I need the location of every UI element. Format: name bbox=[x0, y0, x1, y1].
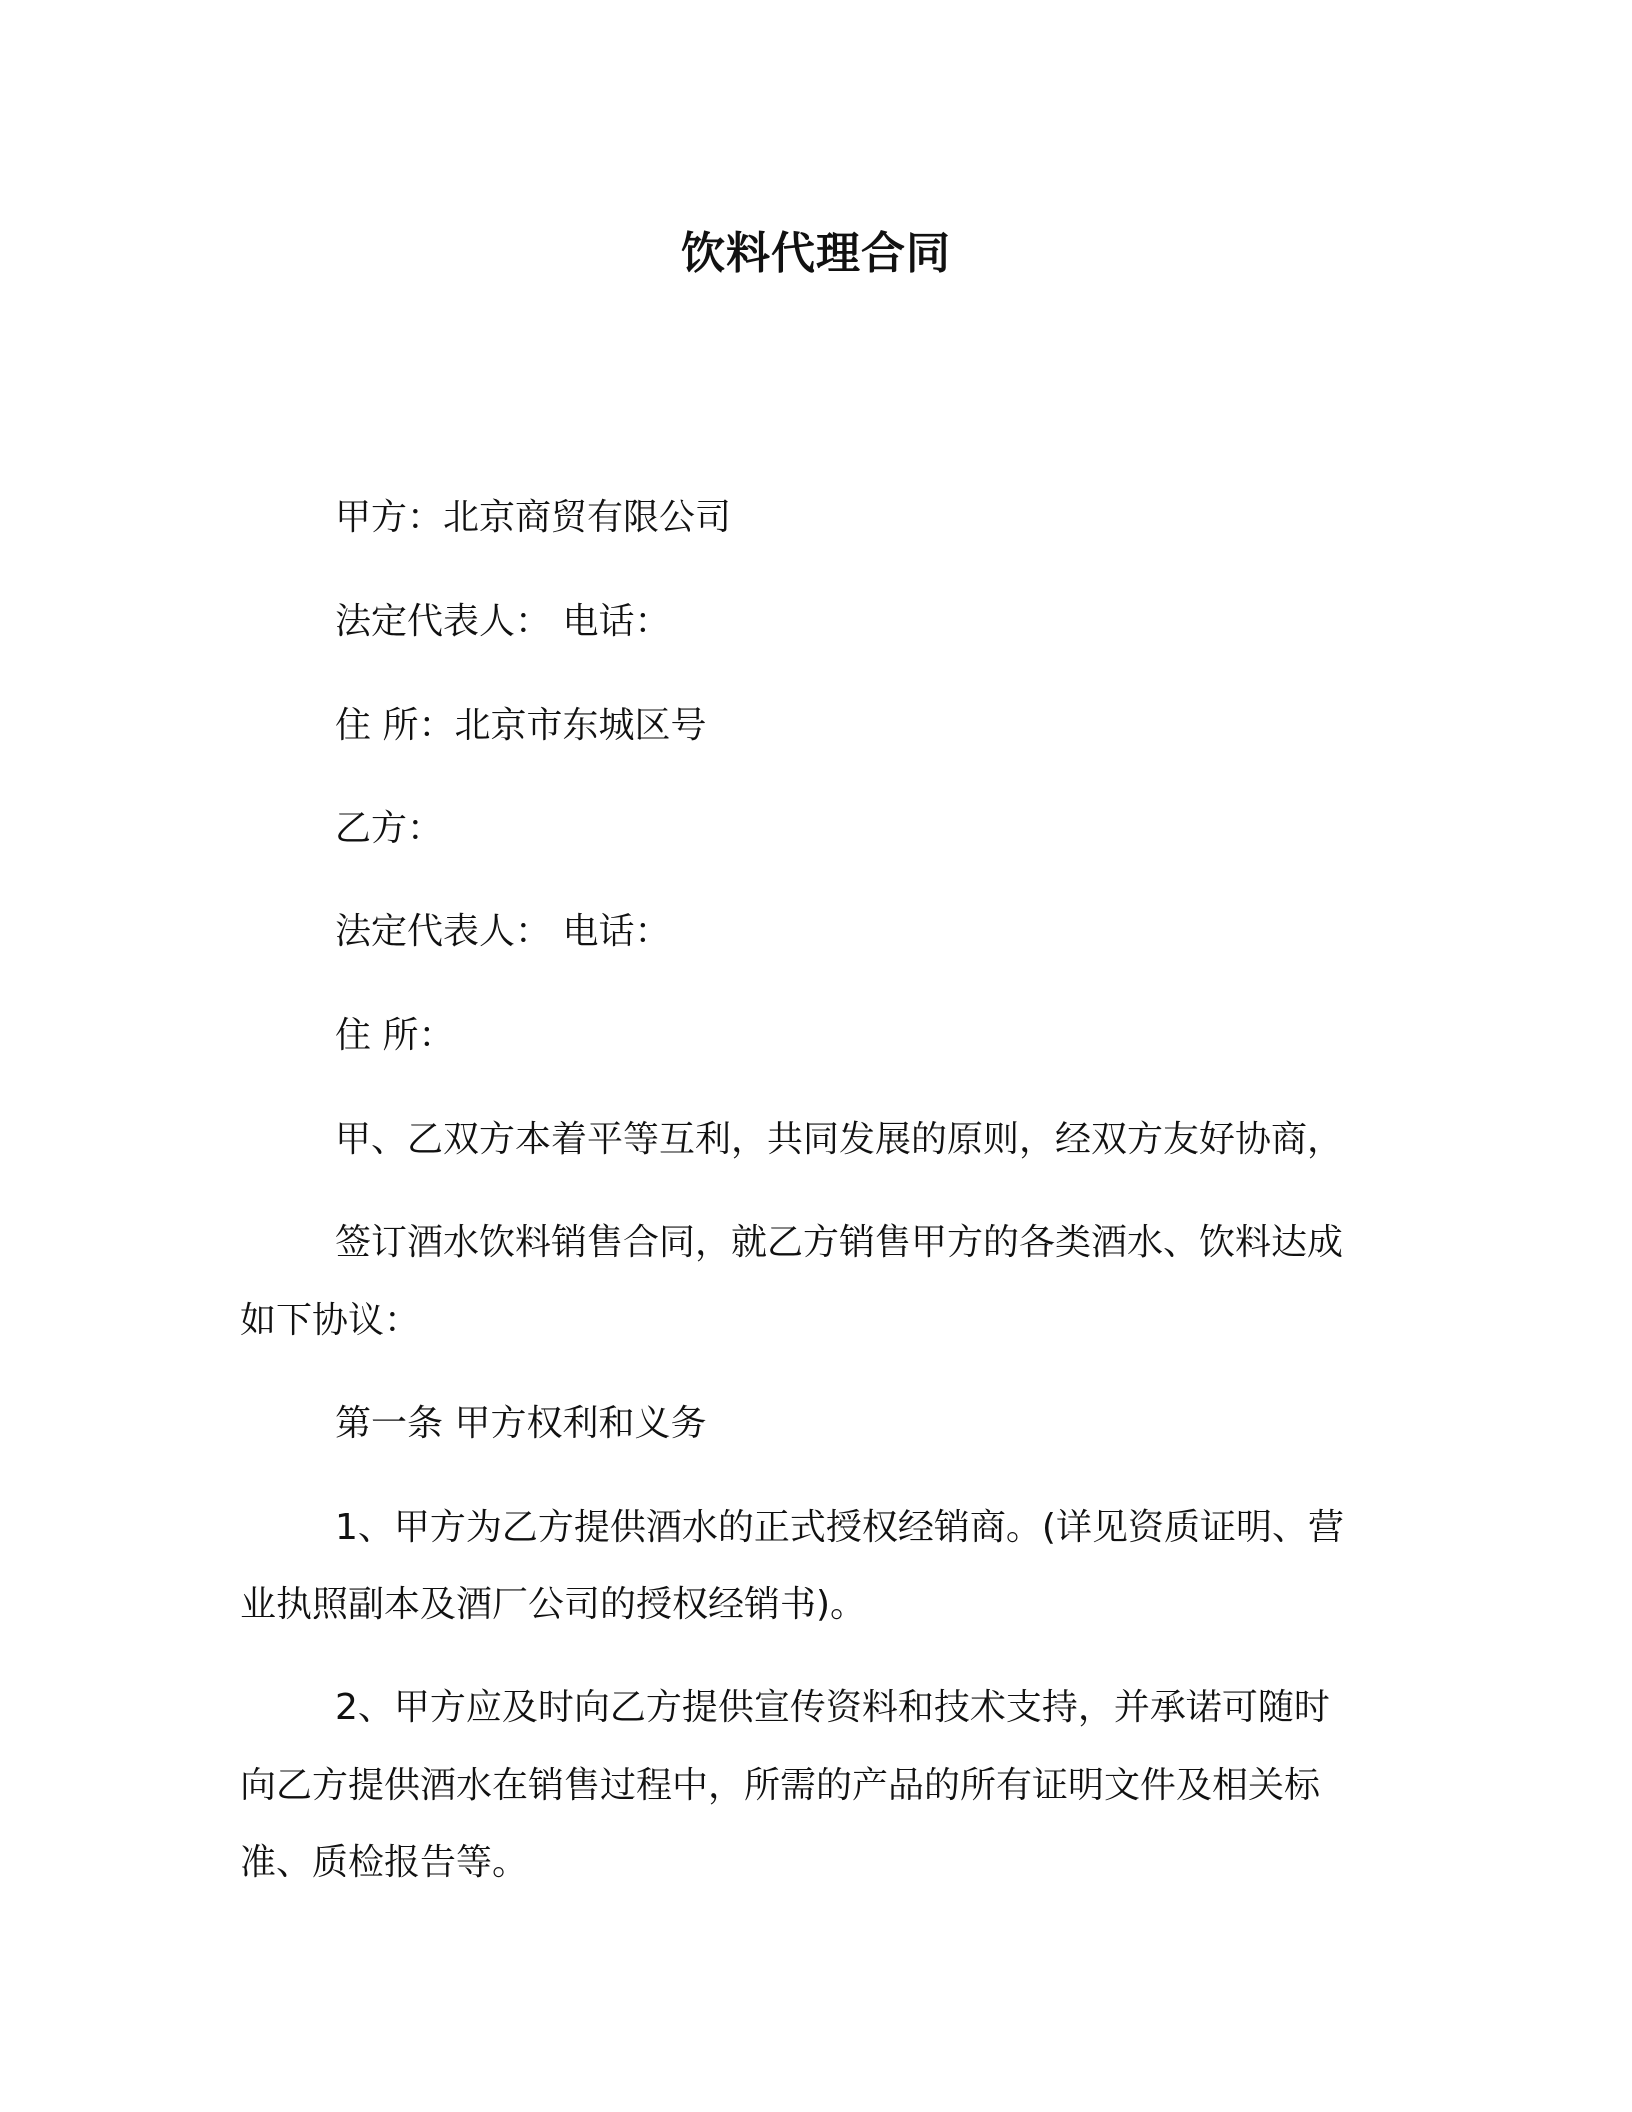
party-a-line: 甲方：北京商贸有限公司 bbox=[335, 497, 732, 538]
preamble-paragraph-2-line-2: 如下协议： bbox=[240, 1300, 421, 1341]
party-a-address-line: 住 所：北京市东城区号 bbox=[335, 705, 707, 746]
preamble-paragraph-2-line-1: 签订酒水饮料销售合同，就乙方销售甲方的各类酒水、饮料达成 bbox=[335, 1222, 1344, 1263]
article-1-item-2-line-2: 向乙方提供酒水在销售过程中，所需的产品的所有证明文件及相关标 bbox=[240, 1765, 1321, 1806]
article-1-item-1-line-1: 1、甲方为乙方提供酒水的正式授权经销商。(详见资质证明、营 bbox=[335, 1507, 1344, 1548]
article-1-item-2-line-1: 2、甲方应及时向乙方提供宣传资料和技术支持，并承诺可随时 bbox=[335, 1687, 1330, 1728]
article-1-heading: 第一条 甲方权利和义务 bbox=[335, 1403, 707, 1444]
article-1-item-2-line-3: 准、质检报告等。 bbox=[240, 1842, 529, 1883]
article-1-item-1-line-2: 业执照副本及酒厂公司的授权经销书)。 bbox=[240, 1584, 867, 1625]
party-a-representative-line: 法定代表人： 电话： bbox=[335, 601, 671, 642]
party-b-address-line: 住 所： bbox=[335, 1015, 455, 1056]
party-b-representative-line: 法定代表人： 电话： bbox=[335, 911, 671, 952]
party-b-line: 乙方： bbox=[335, 808, 444, 849]
document-title: 饮料代理合同 bbox=[681, 228, 951, 279]
preamble-paragraph-1: 甲、乙双方本着平等互利，共同发展的原则，经双方友好协商， bbox=[335, 1119, 1344, 1160]
